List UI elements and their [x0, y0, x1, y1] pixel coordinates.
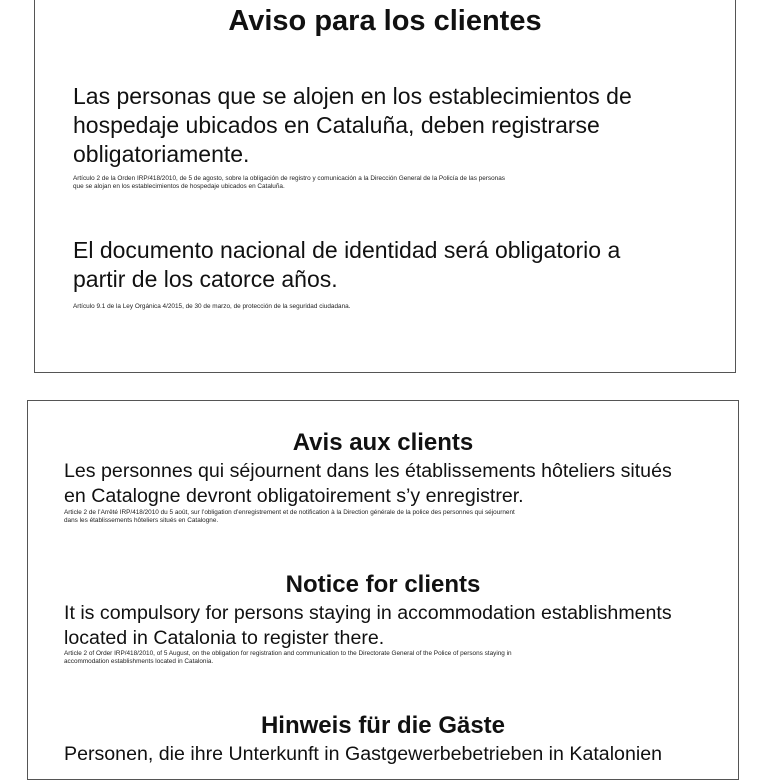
text-line: partir de los catorce años. — [73, 266, 338, 292]
text-line: El documento nacional de identidad será obligatorio a — [73, 237, 621, 263]
text-line: located in Catalonia to register there. — [64, 627, 385, 649]
french-legal-reference — [64, 509, 744, 525]
reference-line: que se alojan en los establecimientos de hospedaje ubicados en Cataluña. — [73, 183, 285, 190]
english-legal-reference — [64, 650, 744, 666]
reference-line: dans les établissements hôteliers situés en Catalogne. — [64, 517, 219, 524]
spanish-legal-reference-1 — [73, 175, 723, 191]
french-notice-title: Avis aux clients — [292, 429, 474, 456]
french-paragraph — [64, 459, 744, 509]
text-line: Personen, die ihre Unterkunft in Gastgewerbebetrieben in Katalonien — [64, 743, 662, 765]
spanish-legal-reference-2: Artículo 9.1 de la Ley Orgánica 4/2015, de 30 de marzo, de protección de la seguridad ciudadana. — [73, 303, 351, 310]
text-line: Les personnes qui séjournent dans les établissements hôteliers situés — [64, 460, 672, 482]
german-paragraph — [64, 742, 744, 767]
text-line: It is compulsory for persons staying in accommodation establishments — [64, 602, 672, 624]
german-notice-title: Hinweis für die Gäste — [260, 712, 506, 739]
spanish-paragraph-id-document — [73, 236, 713, 294]
text-line: hospedaje ubicados en Cataluña, deben registrarse — [73, 112, 600, 138]
text-line: en Catalogne devront obligatoirement s’y enregistrer. — [64, 485, 524, 507]
spanish-paragraph-registration — [73, 82, 713, 169]
spanish-notice-title: Aviso para los clientes — [228, 5, 542, 37]
multilingual-notice-panel — [27, 400, 739, 780]
reference-line: Article 2 of Order IRP/418/2010, of 5 August, on the obligation for registration and communication to the Directorate General of the Police of persons staying in — [64, 650, 512, 657]
english-paragraph — [64, 601, 744, 651]
spanish-notice-panel — [34, 0, 736, 373]
reference-line: accommodation establishments located in Catalonia. — [64, 658, 214, 665]
reference-line: Article 2 de l’Arrêté IRP/418/2010 du 5 août, sur l’obligation d’enregistrement et de notification à la Direction générale de la police des personnes qui séjournent — [64, 509, 515, 516]
reference-line: Artículo 2 de la Orden IRP/418/2010, de 5 de agosto, sobre la obligación de registro y comunicación a la Dirección General de la Policía de las personas — [73, 175, 505, 182]
text-line: obligatoriamente. — [73, 141, 250, 167]
english-notice-title: Notice for clients — [285, 571, 481, 598]
text-line: Las personas que se alojen en los establecimientos de — [73, 83, 632, 109]
